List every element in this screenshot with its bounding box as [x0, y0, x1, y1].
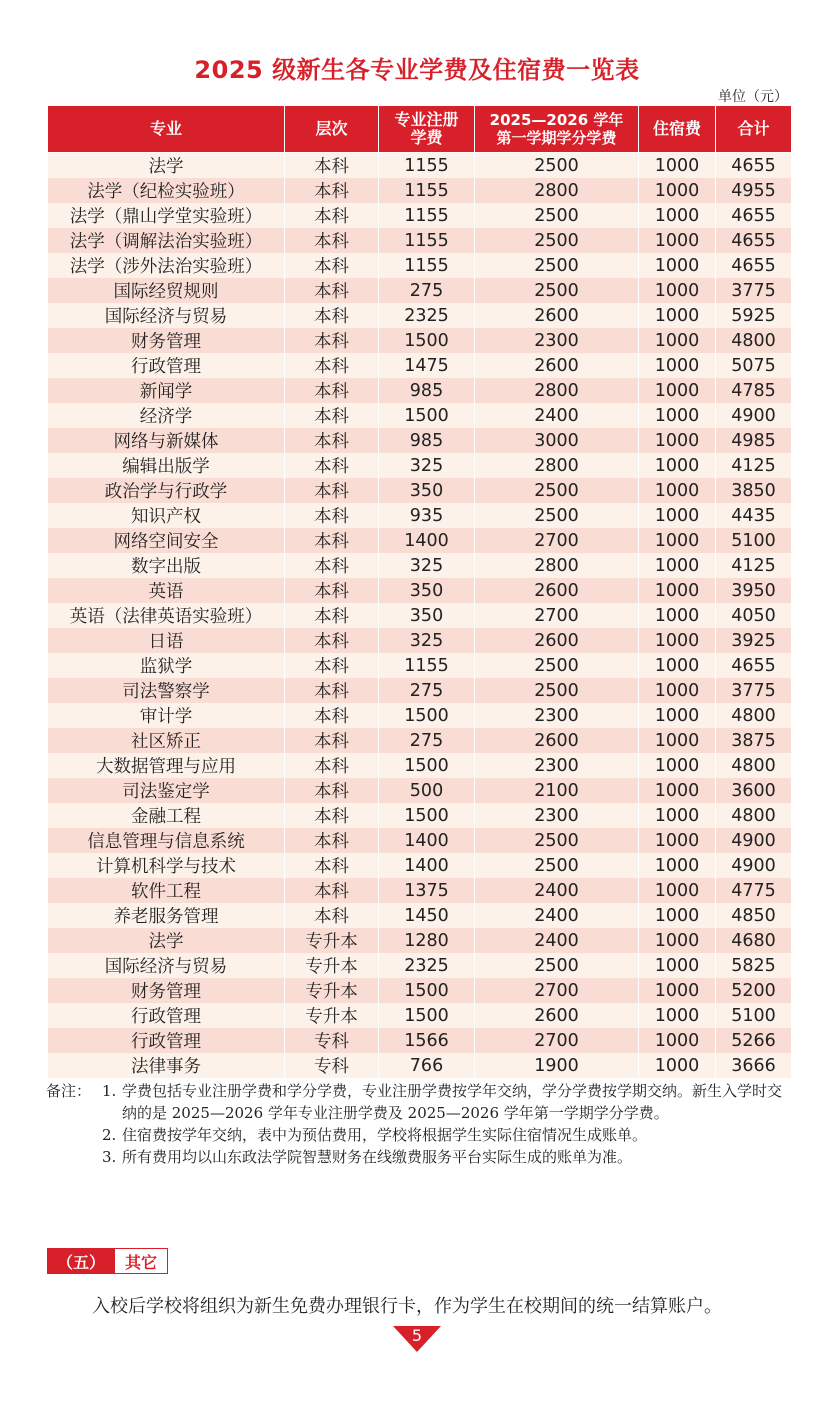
cell-level: 本科	[285, 303, 379, 328]
cell-major: 经济学	[48, 403, 285, 428]
table-row	[48, 653, 792, 678]
cell-dorm-fee: 1000	[639, 778, 716, 803]
cell-dorm-fee: 1000	[639, 578, 716, 603]
cell-total: 4655	[716, 653, 792, 678]
cell-level: 本科	[285, 328, 379, 353]
header-total: 合计	[716, 106, 792, 153]
cell-level: 本科	[285, 878, 379, 903]
cell-dorm-fee: 1000	[639, 753, 716, 778]
cell-credit-fee: 2500	[475, 653, 639, 678]
cell-credit-fee: 2400	[475, 903, 639, 928]
cell-registration-fee: 935	[379, 503, 475, 528]
page-title: 2025 级新生各专业学费及住宿费一览表	[194, 56, 640, 84]
section-paragraph: 入校后学校将组织为新生免费办理银行卡，作为学生在校期间的统一结算账户。	[92, 1296, 722, 1317]
cell-major: 软件工程	[48, 878, 285, 903]
cell-level: 本科	[285, 553, 379, 578]
table-row	[48, 703, 792, 728]
cell-credit-fee: 2600	[475, 578, 639, 603]
cell-dorm-fee: 1000	[639, 603, 716, 628]
cell-total: 3925	[716, 628, 792, 653]
table-row	[48, 528, 792, 553]
cell-major: 行政管理	[48, 1003, 285, 1028]
cell-credit-fee: 2500	[475, 503, 639, 528]
cell-credit-fee: 2600	[475, 303, 639, 328]
note-item: 1. 学费包括专业注册学费和学分学费，专业注册学费按学年交纳，学分学费按学期交纳。新生入学时交纳的是 2025—2026 学年专业注册学费及 2025—2026 学年第一学期学分学费。	[102, 1082, 783, 1122]
table-row	[48, 753, 792, 778]
cell-credit-fee: 2800	[475, 378, 639, 403]
cell-registration-fee: 766	[379, 1053, 475, 1078]
table-row	[48, 953, 792, 978]
cell-total: 4985	[716, 428, 792, 453]
table-row	[48, 428, 792, 453]
cell-credit-fee: 2500	[475, 828, 639, 853]
cell-total: 4955	[716, 178, 792, 203]
cell-level: 本科	[285, 478, 379, 503]
cell-credit-fee: 3000	[475, 428, 639, 453]
cell-credit-fee: 2700	[475, 1028, 639, 1053]
cell-level: 本科	[285, 378, 379, 403]
table-row	[48, 878, 792, 903]
cell-registration-fee: 1500	[379, 753, 475, 778]
cell-dorm-fee: 1000	[639, 953, 716, 978]
cell-dorm-fee: 1000	[639, 303, 716, 328]
cell-registration-fee: 275	[379, 678, 475, 703]
cell-level: 专升本	[285, 1003, 379, 1028]
cell-major: 英语	[48, 578, 285, 603]
cell-total: 5266	[716, 1028, 792, 1053]
cell-major: 知识产权	[48, 503, 285, 528]
cell-credit-fee: 2700	[475, 528, 639, 553]
cell-dorm-fee: 1000	[639, 278, 716, 303]
cell-dorm-fee: 1000	[639, 328, 716, 353]
cell-major: 数字出版	[48, 553, 285, 578]
cell-major: 养老服务管理	[48, 903, 285, 928]
cell-major: 日语	[48, 628, 285, 653]
table-row	[48, 303, 792, 328]
cell-credit-fee: 2400	[475, 928, 639, 953]
cell-registration-fee: 1500	[379, 978, 475, 1003]
cell-major: 监狱学	[48, 653, 285, 678]
cell-registration-fee: 1155	[379, 228, 475, 253]
cell-major: 国际经贸规则	[48, 278, 285, 303]
cell-credit-fee: 2300	[475, 328, 639, 353]
cell-credit-fee: 2300	[475, 753, 639, 778]
cell-total: 4900	[716, 403, 792, 428]
cell-dorm-fee: 1000	[639, 653, 716, 678]
cell-total: 5200	[716, 978, 792, 1003]
cell-credit-fee: 2400	[475, 878, 639, 903]
cell-total: 4435	[716, 503, 792, 528]
cell-credit-fee: 2400	[475, 403, 639, 428]
cell-credit-fee: 2800	[475, 178, 639, 203]
cell-major: 金融工程	[48, 803, 285, 828]
cell-level: 本科	[285, 278, 379, 303]
cell-registration-fee: 2325	[379, 953, 475, 978]
cell-level: 本科	[285, 228, 379, 253]
cell-dorm-fee: 1000	[639, 478, 716, 503]
cell-total: 5925	[716, 303, 792, 328]
cell-level: 本科	[285, 528, 379, 553]
cell-credit-fee: 2500	[475, 678, 639, 703]
cell-total: 4125	[716, 453, 792, 478]
cell-level: 本科	[285, 903, 379, 928]
table-header-row	[48, 106, 792, 153]
cell-dorm-fee: 1000	[639, 703, 716, 728]
cell-total: 4655	[716, 253, 792, 278]
cell-registration-fee: 325	[379, 453, 475, 478]
cell-registration-fee: 325	[379, 628, 475, 653]
header-credit-fee: 2025—2026 学年 第一学期学分学费	[475, 106, 639, 153]
cell-total: 4900	[716, 828, 792, 853]
cell-credit-fee: 2500	[475, 228, 639, 253]
cell-major: 法学（涉外法治实验班）	[48, 253, 285, 278]
unit-label: 单位（元）	[718, 89, 788, 105]
cell-major: 行政管理	[48, 353, 285, 378]
cell-credit-fee: 2800	[475, 553, 639, 578]
cell-registration-fee: 500	[379, 778, 475, 803]
table-row	[48, 728, 792, 753]
cell-credit-fee: 2700	[475, 603, 639, 628]
cell-registration-fee: 1375	[379, 878, 475, 903]
cell-major: 行政管理	[48, 1028, 285, 1053]
cell-total: 4680	[716, 928, 792, 953]
cell-level: 本科	[285, 403, 379, 428]
cell-major: 审计学	[48, 703, 285, 728]
cell-total: 5825	[716, 953, 792, 978]
cell-level: 本科	[285, 678, 379, 703]
cell-dorm-fee: 1000	[639, 428, 716, 453]
cell-total: 5075	[716, 353, 792, 378]
cell-level: 本科	[285, 753, 379, 778]
cell-total: 4125	[716, 553, 792, 578]
cell-level: 本科	[285, 653, 379, 678]
table-row	[48, 278, 792, 303]
cell-registration-fee: 1500	[379, 403, 475, 428]
cell-dorm-fee: 1000	[639, 378, 716, 403]
cell-major: 法律事务	[48, 1053, 285, 1078]
cell-credit-fee: 2500	[475, 203, 639, 228]
cell-major: 法学（鼎山学堂实验班）	[48, 203, 285, 228]
cell-credit-fee: 2700	[475, 978, 639, 1003]
notes-label: 备注：	[46, 1082, 92, 1100]
cell-credit-fee: 2500	[475, 478, 639, 503]
cell-dorm-fee: 1000	[639, 878, 716, 903]
cell-total: 4655	[716, 153, 792, 179]
notes	[46, 1080, 796, 1168]
table-row	[48, 503, 792, 528]
cell-credit-fee: 2800	[475, 453, 639, 478]
cell-level: 本科	[285, 603, 379, 628]
cell-level: 本科	[285, 628, 379, 653]
table-row	[48, 203, 792, 228]
cell-registration-fee: 1566	[379, 1028, 475, 1053]
cell-registration-fee: 985	[379, 378, 475, 403]
table-row	[48, 828, 792, 853]
cell-major: 信息管理与信息系统	[48, 828, 285, 853]
cell-major: 国际经济与贸易	[48, 303, 285, 328]
cell-major: 政治学与行政学	[48, 478, 285, 503]
cell-total: 4775	[716, 878, 792, 903]
cell-dorm-fee: 1000	[639, 678, 716, 703]
cell-registration-fee: 1155	[379, 653, 475, 678]
cell-level: 本科	[285, 778, 379, 803]
table-row	[48, 478, 792, 503]
cell-major: 英语（法律英语实验班）	[48, 603, 285, 628]
cell-major: 国际经济与贸易	[48, 953, 285, 978]
cell-major: 新闻学	[48, 378, 285, 403]
cell-major: 财务管理	[48, 328, 285, 353]
cell-registration-fee: 1400	[379, 853, 475, 878]
cell-total: 4655	[716, 228, 792, 253]
cell-major: 财务管理	[48, 978, 285, 1003]
cell-credit-fee: 2300	[475, 803, 639, 828]
cell-registration-fee: 275	[379, 728, 475, 753]
cell-level: 本科	[285, 178, 379, 203]
cell-credit-fee: 2300	[475, 703, 639, 728]
table-row	[48, 178, 792, 203]
cell-credit-fee: 2500	[475, 278, 639, 303]
cell-level: 本科	[285, 453, 379, 478]
cell-major: 大数据管理与应用	[48, 753, 285, 778]
header-dorm-fee: 住宿费	[639, 106, 716, 153]
cell-level: 本科	[285, 728, 379, 753]
cell-total: 3600	[716, 778, 792, 803]
cell-total: 3850	[716, 478, 792, 503]
table-row	[48, 628, 792, 653]
table-row	[48, 903, 792, 928]
header-level: 层次	[285, 106, 379, 153]
fee-table	[47, 105, 792, 1078]
cell-registration-fee: 1155	[379, 203, 475, 228]
cell-level: 本科	[285, 203, 379, 228]
cell-total: 3775	[716, 678, 792, 703]
table-row	[48, 578, 792, 603]
cell-registration-fee: 1155	[379, 178, 475, 203]
cell-credit-fee: 2600	[475, 628, 639, 653]
table-row	[48, 803, 792, 828]
cell-dorm-fee: 1000	[639, 1053, 716, 1078]
cell-dorm-fee: 1000	[639, 1028, 716, 1053]
cell-registration-fee: 2325	[379, 303, 475, 328]
cell-total: 4800	[716, 753, 792, 778]
cell-level: 本科	[285, 253, 379, 278]
cell-level: 专升本	[285, 978, 379, 1003]
cell-dorm-fee: 1000	[639, 253, 716, 278]
cell-total: 5100	[716, 528, 792, 553]
cell-registration-fee: 1475	[379, 353, 475, 378]
page-number: 5	[411, 1326, 423, 1345]
table-row	[48, 353, 792, 378]
table-row	[48, 553, 792, 578]
table-row	[48, 1053, 792, 1078]
cell-major: 法学	[48, 928, 285, 953]
cell-major: 法学（调解法治实验班）	[48, 228, 285, 253]
table-row	[48, 928, 792, 953]
cell-registration-fee: 1500	[379, 803, 475, 828]
cell-registration-fee: 275	[379, 278, 475, 303]
cell-dorm-fee: 1000	[639, 153, 716, 179]
table-row	[48, 378, 792, 403]
header-registration-fee: 专业注册 学费	[379, 106, 475, 153]
cell-dorm-fee: 1000	[639, 1003, 716, 1028]
cell-total: 4850	[716, 903, 792, 928]
cell-total: 4900	[716, 853, 792, 878]
cell-major: 司法警察学	[48, 678, 285, 703]
cell-level: 本科	[285, 353, 379, 378]
cell-level: 专科	[285, 1053, 379, 1078]
cell-dorm-fee: 1000	[639, 803, 716, 828]
cell-total: 4800	[716, 328, 792, 353]
cell-dorm-fee: 1000	[639, 453, 716, 478]
cell-major: 计算机科学与技术	[48, 853, 285, 878]
cell-registration-fee: 1500	[379, 703, 475, 728]
cell-registration-fee: 1400	[379, 828, 475, 853]
cell-total: 3775	[716, 278, 792, 303]
cell-registration-fee: 350	[379, 578, 475, 603]
cell-level: 专科	[285, 1028, 379, 1053]
cell-level: 本科	[285, 428, 379, 453]
cell-total: 4800	[716, 803, 792, 828]
cell-credit-fee: 2600	[475, 728, 639, 753]
cell-major: 法学（纪检实验班）	[48, 178, 285, 203]
table-body	[48, 153, 792, 1079]
cell-level: 本科	[285, 828, 379, 853]
cell-registration-fee: 325	[379, 553, 475, 578]
table-row	[48, 778, 792, 803]
section-number: （五）	[47, 1248, 115, 1274]
cell-credit-fee: 2500	[475, 253, 639, 278]
cell-registration-fee: 1155	[379, 253, 475, 278]
cell-registration-fee: 1500	[379, 1003, 475, 1028]
cell-level: 本科	[285, 803, 379, 828]
cell-registration-fee: 350	[379, 603, 475, 628]
cell-dorm-fee: 1000	[639, 628, 716, 653]
cell-dorm-fee: 1000	[639, 903, 716, 928]
cell-registration-fee: 1155	[379, 153, 475, 179]
cell-registration-fee: 985	[379, 428, 475, 453]
table-row	[48, 403, 792, 428]
table-row	[48, 328, 792, 353]
table-row	[48, 678, 792, 703]
cell-dorm-fee: 1000	[639, 728, 716, 753]
cell-registration-fee: 1280	[379, 928, 475, 953]
cell-dorm-fee: 1000	[639, 853, 716, 878]
cell-dorm-fee: 1000	[639, 528, 716, 553]
table-row	[48, 853, 792, 878]
cell-level: 本科	[285, 578, 379, 603]
table-row	[48, 228, 792, 253]
cell-registration-fee: 350	[379, 478, 475, 503]
note-item: 2. 住宿费按学年交纳，表中为预估费用，学校将根据学生实际住宿情况生成账单。	[102, 1126, 648, 1144]
table-row	[48, 453, 792, 478]
table-row	[48, 1003, 792, 1028]
cell-credit-fee: 2600	[475, 1003, 639, 1028]
cell-total: 3875	[716, 728, 792, 753]
cell-level: 本科	[285, 503, 379, 528]
cell-total: 4050	[716, 603, 792, 628]
table-row	[48, 253, 792, 278]
table-row	[48, 1028, 792, 1053]
cell-dorm-fee: 1000	[639, 353, 716, 378]
cell-dorm-fee: 1000	[639, 403, 716, 428]
cell-level: 专升本	[285, 953, 379, 978]
cell-dorm-fee: 1000	[639, 203, 716, 228]
cell-level: 本科	[285, 703, 379, 728]
table-row	[48, 978, 792, 1003]
cell-credit-fee: 2500	[475, 853, 639, 878]
cell-total: 4785	[716, 378, 792, 403]
cell-credit-fee: 2600	[475, 353, 639, 378]
cell-level: 专升本	[285, 928, 379, 953]
cell-dorm-fee: 1000	[639, 503, 716, 528]
cell-dorm-fee: 1000	[639, 928, 716, 953]
cell-level: 本科	[285, 153, 379, 179]
cell-level: 本科	[285, 853, 379, 878]
note-item: 3. 所有费用均以山东政法学院智慧财务在线缴费服务平台实际生成的账单为准。	[102, 1148, 633, 1166]
cell-dorm-fee: 1000	[639, 228, 716, 253]
cell-total: 4800	[716, 703, 792, 728]
cell-credit-fee: 2500	[475, 153, 639, 179]
table-row	[48, 603, 792, 628]
cell-dorm-fee: 1000	[639, 178, 716, 203]
header-major: 专业	[48, 106, 285, 153]
cell-registration-fee: 1500	[379, 328, 475, 353]
cell-major: 法学	[48, 153, 285, 179]
cell-dorm-fee: 1000	[639, 553, 716, 578]
cell-total: 3950	[716, 578, 792, 603]
cell-major: 社区矫正	[48, 728, 285, 753]
table-row	[48, 153, 792, 179]
cell-credit-fee: 2500	[475, 953, 639, 978]
cell-dorm-fee: 1000	[639, 828, 716, 853]
cell-major: 编辑出版学	[48, 453, 285, 478]
cell-registration-fee: 1450	[379, 903, 475, 928]
cell-total: 5100	[716, 1003, 792, 1028]
cell-major: 网络与新媒体	[48, 428, 285, 453]
cell-dorm-fee: 1000	[639, 978, 716, 1003]
cell-major: 网络空间安全	[48, 528, 285, 553]
cell-major: 司法鉴定学	[48, 778, 285, 803]
cell-total: 3666	[716, 1053, 792, 1078]
cell-credit-fee: 2100	[475, 778, 639, 803]
section-heading	[47, 1248, 168, 1274]
cell-total: 4655	[716, 203, 792, 228]
cell-credit-fee: 1900	[475, 1053, 639, 1078]
cell-registration-fee: 1400	[379, 528, 475, 553]
section-name: 其它	[115, 1248, 168, 1274]
